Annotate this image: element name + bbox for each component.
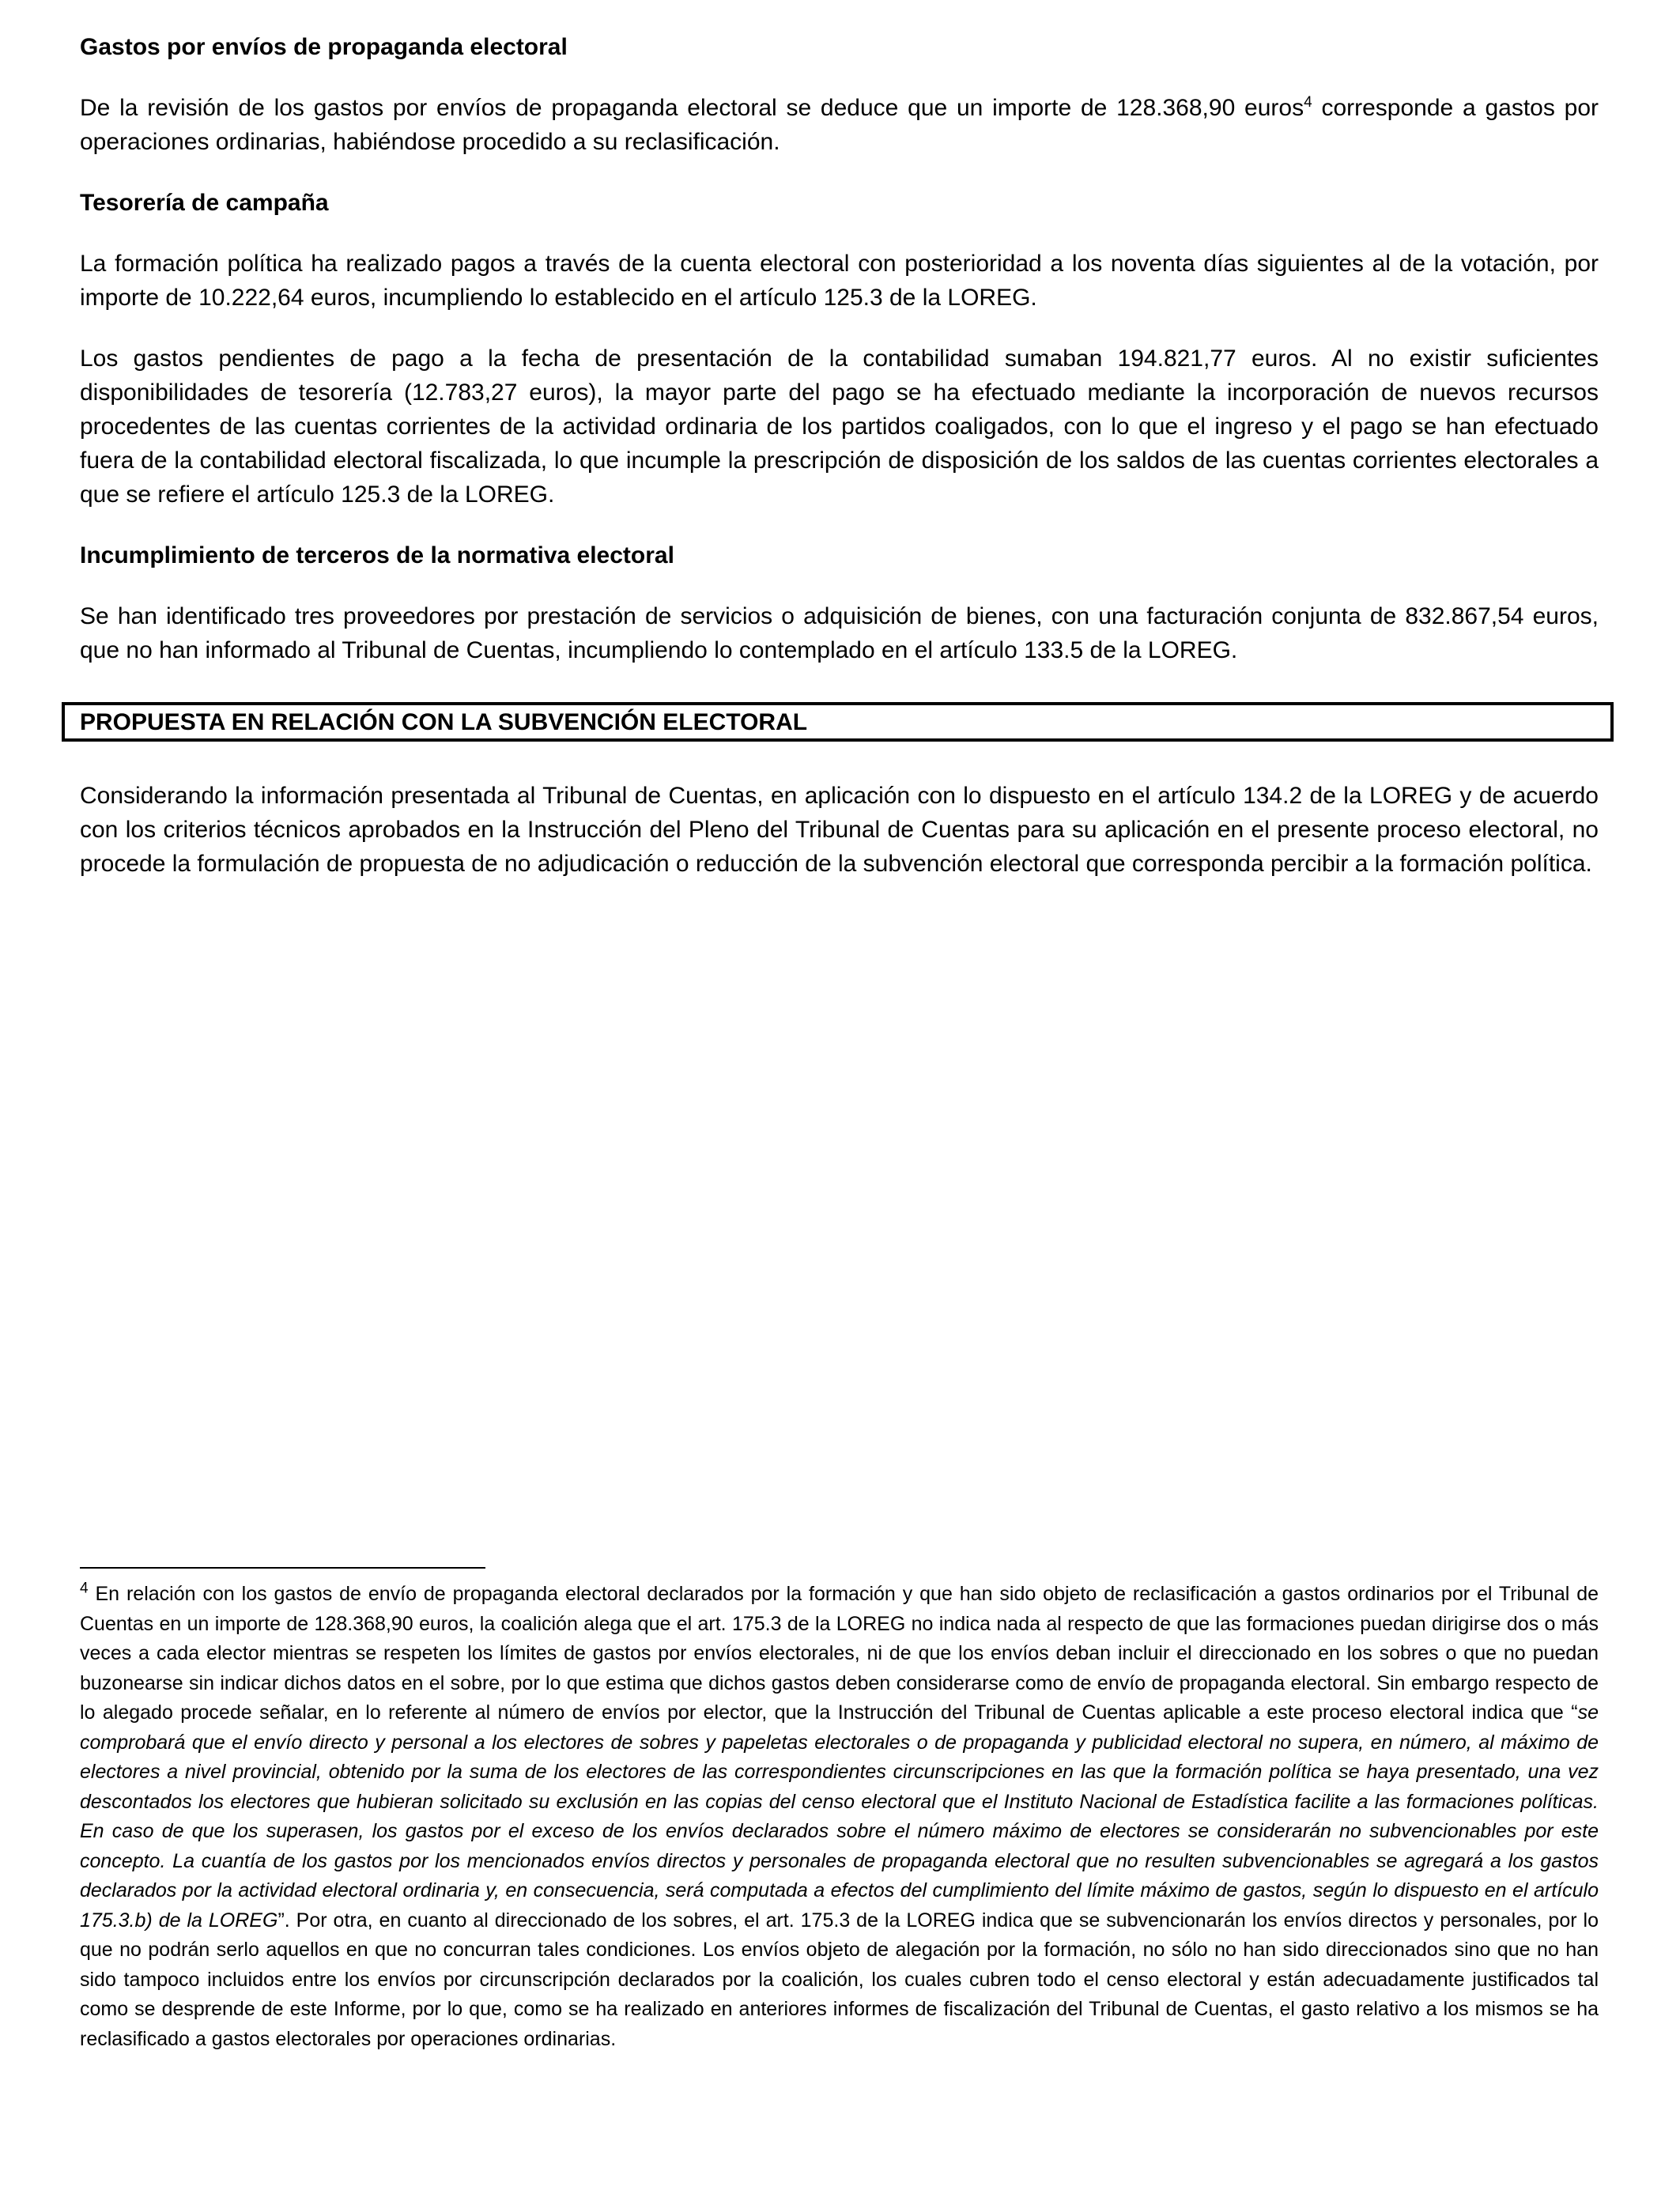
footnote-quote-italic: se comprobará que el envío directo y personal a los electores de sobres y papeletas electorales o de propaganda y publicidad electoral no supera, en número, al máximo de electores a nivel provincial, obtenido por la suma de los electores de las correspondientes circunscripciones en las que la formación política se haya presentado, una vez descontados los electores que hubieran solicitado su exclusión en las copias del censo electoral que el Instituto Nacional de Estadística facilite a las formaciones políticas. En caso de que los superasen, los gastos por el exceso de los envíos declarados sobre el número máximo de electores se considerarán no subvencionables por este concepto. La cuantía de los gastos por los mencionados envíos directos y personales de propaganda electoral que no resulten subvencionables se agregará a los gastos declarados por la actividad electoral ordinaria y, en consecuencia, será computada a efectos del cumplimiento del límite máximo de gastos, según lo dispuesto en el artículo 175.3.b) de la LOREG (80, 1701, 1599, 1932)
section-heading-tesoreria: Tesorería de campaña (80, 190, 329, 216)
propuesta-content (80, 779, 1599, 908)
footnote-reference[interactable]: 4 (1304, 94, 1312, 111)
paragraph-text: De la revisión de los gastos por envíos de propaganda electoral se deduce que un importe de 128.368,90 euros (80, 95, 1304, 121)
paragraph-gastos-envios (80, 91, 1599, 159)
paragraph-text: corresponde a gastos por operaciones ordinarias, habiéndose procedido a su reclasificación. (80, 95, 1599, 155)
boxed-heading-text: PROPUESTA EN RELACIÓN CON LA SUBVENCIÓN ELECTORAL (80, 709, 808, 735)
paragraph-propuesta: Considerando la información presentada al Tribunal de Cuentas, en aplicación con lo dispuesto en el artículo 134.2 de la LOREG y de acuerdo con los criterios técnicos aprobados en la Instrucción del Pleno del Tribunal de Cuentas para su aplicación en el presente proceso electoral, no procede la formulación de propuesta de no adjudicación o reducción de la subvención electoral que corresponda percibir a la formación política. (80, 783, 1599, 877)
paragraph-tesoreria-1: La formación política ha realizado pagos a través de la cuenta electoral con posterioridad a los noventa días siguientes al de la votación, por importe de 10.222,64 euros, incumpliendo lo establecido en el artículo 125.3 de la LOREG. (80, 251, 1599, 311)
main-content (80, 30, 1599, 694)
footnote-number: 4 (80, 1580, 89, 1597)
footnote-text (80, 1580, 1599, 2054)
footnote-text-b: ”. Por otra, en cuanto al direccionado de los sobres, el art. 175.3 de la LOREG indica que se subvencionarán los envíos directos y personales, por lo que no podrán serlo aquellos en que no concurran tales condiciones. Los envíos objeto de alegación por la formación, no sólo no han sido direccionados sino que no han sido tampoco incluidos entre los envíos por circunscripción declarados por la coalición, los cuales cubren todo el censo electoral y están adecuadamente justificados tal como se desprende de este Informe, por lo que, como se ha realizado en anteriores informes de fiscalización del Tribunal de Cuentas, el gasto relativo a los mismos se ha reclasificado a gastos electorales por operaciones ordinarias. (80, 1909, 1599, 2050)
paragraph-tesoreria-2: Los gastos pendientes de pago a la fecha de presentación de la contabilidad sumaban 194.821,77 euros. Al no existir suficientes disponibilidades de tesorería (12.783,27 euros), la mayor parte del pago se ha efectuado mediante la incorporación de nuevos recursos procedentes de las cuentas corrientes de la actividad ordinaria de los partidos coaligados, con lo que el ingreso y el pago se han efectuado fuera de la contabilidad electoral fiscalizada, lo que incumple la prescripción de disposición de los saldos de las cuentas corrientes electorales a que se refiere el artículo 125.3 de la LOREG. (80, 346, 1599, 508)
footnote-text-a: En relación con los gastos de envío de propaganda electoral declarados por la formación y que han sido objeto de reclasificación a gastos ordinarios por el Tribunal de Cuentas en un importe de 128.368,90 euros, la coalición alega que el art. 175.3 de la LOREG no indica nada al respecto de que las formaciones puedan dirigirse dos o más veces a cada elector mientras se respeten los límites de gastos por envíos electorales, ni de que los envíos deban incluir el direccionado en los sobres o que no puedan buzonearse sin indicar dichos datos en el sobre, por lo que estima que dichos gastos deben considerarse como de envío de propaganda electoral. Sin embargo respecto de lo alegado procede señalar, en lo referente al número de envíos por elector, que la Instrucción del Tribunal de Cuentas aplicable a este proceso electoral indica que “ (80, 1583, 1599, 1724)
paragraph-incumplimiento: Se han identificado tres proveedores por prestación de servicios o adquisición de bienes, con una facturación conjunta de 832.867,54 euros, que no han informado al Tribunal de Cuentas, incumpliendo lo contemplado en el artículo 133.5 de la LOREG. (80, 603, 1599, 663)
section-heading-gastos-envios: Gastos por envíos de propaganda electoral (80, 34, 568, 60)
boxed-section-heading-propuesta (62, 702, 1614, 742)
section-heading-incumplimiento: Incumplimiento de terceros de la normativa electoral (80, 542, 674, 568)
footnote-separator (80, 1567, 485, 1569)
footnote-area (80, 1580, 1599, 2054)
